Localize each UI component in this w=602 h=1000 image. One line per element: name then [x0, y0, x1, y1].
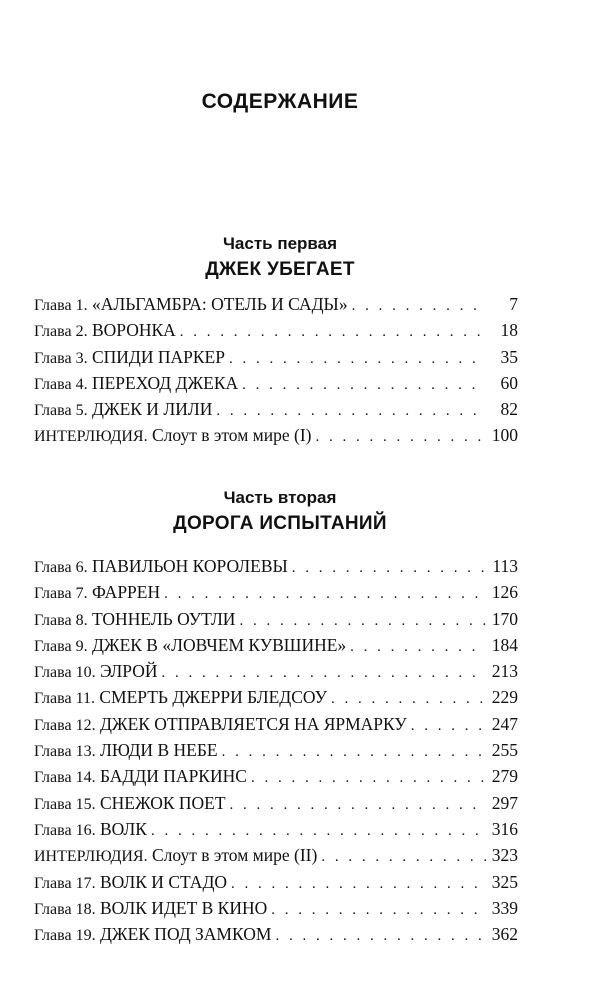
toc-entry — [34, 320, 518, 346]
toc-entry — [34, 425, 518, 451]
dot-leader — [229, 351, 486, 368]
toc-entry — [34, 845, 518, 871]
page-number: 255 — [491, 740, 518, 761]
page-number: 229 — [491, 687, 518, 708]
part-1-header — [0, 232, 560, 284]
page-number: 60 — [500, 372, 518, 393]
part-1-title: ДЖЕК УБЕГАЕТ — [205, 259, 355, 280]
entry-title: Слоут в этом мире (II) — [151, 845, 318, 866]
toc-entry — [34, 924, 518, 950]
entry-number: Глава 7. — [34, 585, 88, 603]
entry-title: ДЖЕК В «ЛОВЧЕМ КУВШИНЕ» — [91, 634, 347, 655]
dot-leader — [352, 298, 486, 315]
part-1-contents — [34, 294, 518, 452]
entry-title: СНЕЖОК ПОЕТ — [99, 792, 226, 813]
dot-leader — [292, 560, 486, 577]
entry-number: Глава 9. — [34, 637, 88, 655]
page-number: 184 — [491, 634, 518, 655]
entry-number: Глава 18. — [34, 900, 96, 918]
entry-number: Глава 6. — [34, 559, 88, 576]
toc-entry — [34, 609, 518, 635]
entry-number: Глава 3. — [34, 349, 88, 367]
entry-number: Глава 13. — [34, 743, 96, 761]
toc-entry — [34, 556, 518, 582]
page-number: 7 — [509, 294, 518, 314]
toc-entry — [34, 294, 518, 320]
dot-leader — [411, 718, 486, 735]
toc-entry — [34, 373, 518, 399]
entry-number: Глава 16. — [34, 821, 96, 839]
dot-leader — [350, 639, 486, 656]
entry-number: Глава 4. — [34, 375, 88, 393]
toc-entry — [34, 399, 518, 425]
dot-leader — [216, 403, 486, 420]
entry-title: ДЖЕК ПОД ЗАМКОМ — [99, 924, 272, 945]
entry-number: Глава 1. — [34, 297, 88, 314]
toc-entry — [34, 898, 518, 924]
dot-leader — [275, 928, 486, 945]
entry-title: ПАВИЛЬОН КОРОЛЕВЫ — [91, 556, 288, 576]
page-number: 297 — [491, 792, 518, 813]
toc-entry — [34, 819, 518, 845]
entry-title: ДЖЕК ОТПРАВЛЯЕТСЯ НА ЯРМАРКУ — [99, 713, 407, 734]
entry-title: ВОЛК ИДЕТ В КИНО — [99, 897, 268, 918]
entry-title: Слоут в этом мире (I) — [151, 425, 312, 446]
entry-number: Глава 15. — [34, 795, 96, 813]
page-number: 170 — [491, 608, 518, 629]
part-2-title: ДОРОГА ИСПЫТАНИЙ — [173, 513, 387, 534]
page-number: 18 — [500, 320, 518, 341]
entry-number: ИНТЕРЛЮДИЯ. — [34, 428, 148, 446]
dot-leader — [321, 849, 486, 866]
dot-leader — [242, 377, 486, 394]
entry-number: Глава 2. — [34, 323, 88, 341]
part-1-label: Часть первая — [222, 234, 338, 253]
entry-title: СПИДИ ПАРКЕР — [91, 346, 225, 367]
dot-leader — [162, 665, 487, 682]
entry-number: ИНТЕРЛЮДИЯ. — [34, 848, 148, 866]
entry-number: Глава 12. — [34, 716, 96, 734]
page-number: 362 — [491, 924, 518, 945]
entry-title: «АЛЬГАМБРА: ОТЕЛЬ И САДЫ» — [91, 294, 348, 314]
dot-leader — [164, 586, 486, 603]
entry-number: Глава 8. — [34, 611, 88, 629]
dot-leader — [151, 823, 486, 840]
part-2-label: Часть вторая — [223, 488, 337, 507]
page-number: 35 — [500, 346, 518, 367]
entry-title: ВОЛК И СТАДО — [99, 871, 228, 892]
page-number: 279 — [491, 766, 518, 787]
page-number: 113 — [492, 556, 518, 576]
toc-entry — [34, 582, 518, 608]
dot-leader — [222, 744, 486, 761]
dot-leader — [331, 691, 486, 708]
toc-entry — [34, 766, 518, 792]
toc-entry — [34, 872, 518, 898]
entry-title: ДЖЕК И ЛИЛИ — [91, 399, 213, 420]
page-number: 82 — [500, 399, 518, 420]
entry-number: Глава 14. — [34, 769, 96, 787]
entry-number: Глава 10. — [34, 664, 96, 682]
toc-entry — [34, 661, 518, 687]
toc-entry — [34, 793, 518, 819]
dot-leader — [239, 613, 486, 630]
entry-title: ТОННЕЛЬ ОУТЛИ — [91, 608, 236, 629]
entry-title: СМЕРТЬ ДЖЕРРИ БЛЕДСОУ — [99, 687, 327, 708]
part-2-contents — [34, 556, 518, 950]
entry-number: Глава 17. — [34, 874, 96, 892]
entry-title: ВОРОНКА — [91, 320, 176, 341]
toc-entry — [34, 714, 518, 740]
entry-title: ФАРРЕН — [91, 582, 161, 603]
page-number: 316 — [491, 818, 518, 839]
dot-leader — [180, 324, 486, 341]
toc-entry — [34, 740, 518, 766]
page-number: 247 — [491, 713, 518, 734]
dot-leader — [315, 429, 486, 446]
page-number: 213 — [491, 661, 518, 682]
entry-number: Глава 19. — [34, 927, 96, 945]
toc-entry — [34, 687, 518, 713]
part-2-header — [0, 486, 560, 538]
page-number: 126 — [491, 582, 518, 603]
page-number: 339 — [491, 897, 518, 918]
dot-leader — [271, 902, 486, 919]
page-number: 100 — [491, 425, 518, 446]
page-number: 323 — [491, 845, 518, 866]
entry-title: ПЕРЕХОД ДЖЕКА — [91, 372, 239, 393]
toc-entry — [34, 635, 518, 661]
entry-number: Глава 5. — [34, 402, 88, 420]
page-number: 325 — [491, 871, 518, 892]
toc-entry — [34, 347, 518, 373]
entry-title: ЛЮДИ В НЕБЕ — [99, 740, 218, 761]
dot-leader — [230, 797, 486, 814]
dot-leader — [231, 876, 486, 893]
dot-leader — [251, 770, 486, 787]
entry-title: БАДДИ ПАРКИНС — [99, 766, 247, 787]
entry-number: Глава 11. — [34, 690, 95, 708]
entry-title: ВОЛК — [99, 818, 147, 839]
page-title: СОДЕРЖАНИЕ — [201, 90, 359, 113]
entry-title: ЭЛРОЙ — [99, 661, 158, 682]
